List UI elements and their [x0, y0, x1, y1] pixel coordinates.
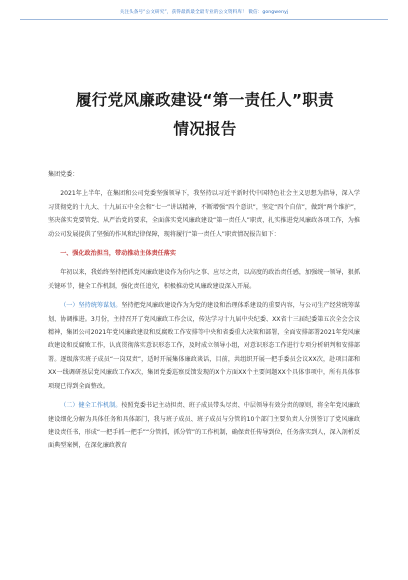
subsection-1 — [48, 299, 360, 393]
subsection-2 — [48, 399, 360, 453]
section1-intro-paragraph: 年初以来，我始终坚持把抓党风廉政建设作为份内之事、应尽之责，以高度的政治责任感，加强统一领导，狠抓关键环节，健全工作机制，强化责任追究，积极推动党风廉政建设深入开展。 — [48, 269, 360, 290]
document-title: 履行党风廉政建设“第一责任人”职责情况报告 — [76, 91, 334, 138]
subsection-1-text: 坚持把党风廉政建设作为为党的建设和治理体系建设的重要内容，与公司生产经营统筹谋划、协调推进。3月份，主持召开了党风廉政工作会议，传达学习十九届中央纪委、XX省十三届纪委第五次全会会议精神，集团公司2021年党风廉政建设和反腐败工作安排等中央和省委重大决策和部署，全面安排部署2021年党风廉政建设和反腐败工作，认真贯彻落实意识形态工作，及时成立领导小组，对意识形态工作进行专项分析研判和安排部署。逐级落实班子成员“一岗双责”，适时开展集体廉政谈话，目前，共组织开展一把手委员会议XX次，赴项目部和XX一线调研基层党风廉政工作X次，集团党委巡察反馈发现的X个方面XX个主要问题XX个具体事项中，所有具体事项现已得到全面整改。 — [48, 302, 361, 390]
header-divider — [20, 19, 388, 20]
document-body — [48, 168, 360, 459]
section-heading-1: 一、强化政治担当，带动推动主体责任落实 — [60, 250, 176, 258]
subsection-2-text: 按照党委书记主动担责、班子成员带头尽责、中层领导有效分责的原则，将全年党风廉政建设细化分解为具体任务和具体部门，我与班子成员、班子成员与分管的10个部门主要负责人分别签订了党风廉政建设责任书，形成“一把手抓一把手”“分管抓，抓分管”的工作机制，确保责任传导到位，任务落实到人，深入剖析反面典型案例，在深化廉政教育 — [48, 402, 361, 450]
subsection-1-label: （一）坚持统筹谋划。 — [60, 302, 122, 310]
salutation: 集团党委： — [48, 171, 79, 178]
intro-paragraph: 2021年上半年，在集团和公司党委坚强领导下，我坚持以习近平新时代中国特色社会主义思想为指导，深入学习贯彻党的十九大、十九届五中全会和“七一”讲话精神，不断增强“四个意识”，坚定“四个自信”，做到“两个维护”，坚决落实党要管党、从严治党的要求，全面落实党风廉政建设“第一责任人”职责，扎实推进党风廉政各项工作，为推动公司发展提供了坚强的作风和纪律保障，现将履行“第一责任人”职责情况报告如下： — [48, 190, 360, 238]
subsection-2-label: （二）健全工作机制。 — [60, 402, 122, 410]
header-banner: 关注头条号“公文研究”，获得最新最全最专业的公文资料库！ 微信：gongwenyj — [119, 10, 289, 15]
